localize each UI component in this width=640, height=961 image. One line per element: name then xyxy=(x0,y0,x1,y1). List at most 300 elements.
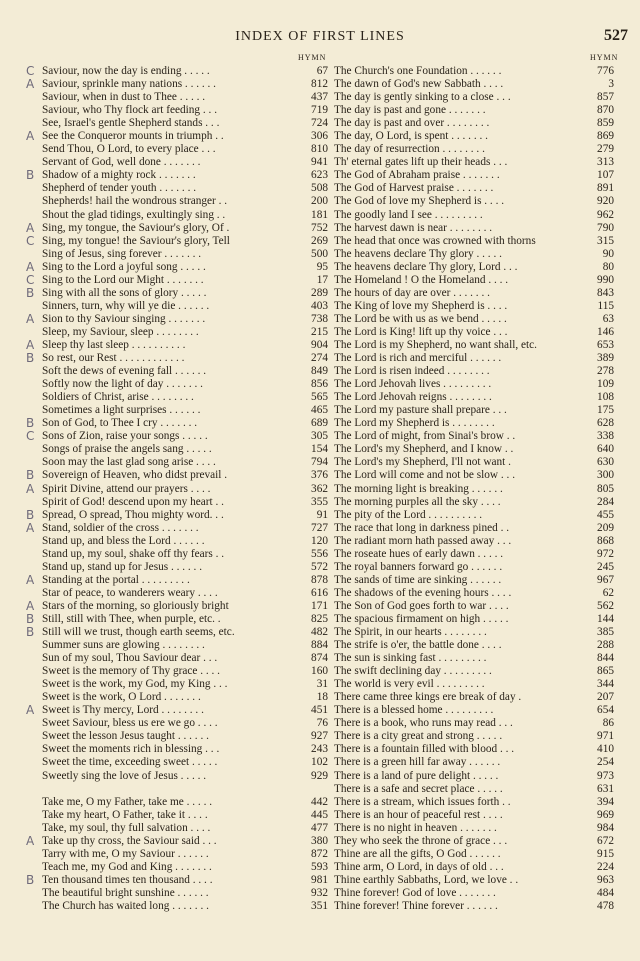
index-entry xyxy=(28,704,328,717)
first-line-text: The God of love my Shepherd is . . . . xyxy=(334,195,505,208)
index-entry xyxy=(28,783,328,796)
index-entry xyxy=(28,430,328,443)
first-line-text: The morning light is breaking . . . . . . xyxy=(334,482,503,495)
hymn-number: 243 xyxy=(311,743,328,756)
first-line-text: Still will we trust, though earth seems, etc. xyxy=(42,626,235,639)
hymn-number: 338 xyxy=(597,430,614,443)
hymn-number: 274 xyxy=(311,352,328,365)
hymn-number: 630 xyxy=(597,456,614,469)
hymn-number: 120 xyxy=(311,534,328,547)
first-line-text: Thine forever! God of love . . . . . . . xyxy=(334,886,496,899)
first-line-text: Sinners, turn, why will ye die . . . . . . xyxy=(42,299,210,312)
index-entry xyxy=(330,404,614,417)
index-entry xyxy=(330,704,614,717)
hymn-number: 63 xyxy=(602,312,614,325)
hymn-number: 727 xyxy=(311,521,328,534)
first-line-text: Star of peace, to wanderers weary . . . . xyxy=(42,586,218,599)
index-entry xyxy=(330,561,614,574)
index-entry xyxy=(330,809,614,822)
first-line-text: Sing, my tongue, the Saviour's glory, Of . xyxy=(42,221,230,234)
hymn-number: 313 xyxy=(597,156,614,169)
index-entry xyxy=(330,574,614,587)
first-line-text: The Lord my Shepherd is . . . . . . . . xyxy=(334,417,495,430)
index-entry xyxy=(28,483,328,496)
hymn-number: 31 xyxy=(316,678,328,691)
first-line-text: The beautiful bright sunshine . . . . . . xyxy=(42,886,209,899)
index-entry xyxy=(28,861,328,874)
margin-mark: B xyxy=(26,625,35,640)
first-line-text: Sleep thy last sleep . . . . . . . . . . xyxy=(42,338,186,351)
index-entry xyxy=(330,796,614,809)
index-entry xyxy=(28,639,328,652)
index-entry xyxy=(28,678,328,691)
margin-mark xyxy=(26,899,38,913)
first-line-text: Sons of Zion, raise your songs . . . . . xyxy=(42,430,208,443)
hymn-number: 508 xyxy=(311,182,328,195)
hymn-number: 984 xyxy=(597,821,614,834)
first-line-text: The Lord is rich and merciful . . . . . . xyxy=(334,352,502,365)
first-line-text: The pity of the Lord . . . . . . . . . . xyxy=(334,508,483,521)
hymn-number: 920 xyxy=(597,195,614,208)
index-entry xyxy=(330,430,614,443)
margin-mark xyxy=(26,729,38,743)
first-line-text: Stand up, my soul, shake off thy fears . . xyxy=(42,547,225,560)
first-line-text: There is an hour of peaceful rest . . . . xyxy=(334,808,503,821)
first-line-text: Sing with all the sons of glory . . . . . xyxy=(42,286,207,299)
first-line-text: Sometimes a light surprises . . . . . . xyxy=(42,404,201,417)
index-entry xyxy=(28,130,328,143)
hymn-number: 915 xyxy=(597,847,614,860)
index-entry xyxy=(28,535,328,548)
index-entry xyxy=(28,235,328,248)
first-line-text: The day is gently sinking to a close . . . xyxy=(334,91,511,104)
hymn-number: 971 xyxy=(597,730,614,743)
hymn-number: 289 xyxy=(311,286,328,299)
hymn-number: 278 xyxy=(597,365,614,378)
first-line-text: Sweet the lesson Jesus taught . . . . . . xyxy=(42,730,209,743)
margin-mark xyxy=(26,769,38,783)
first-line-text: The Lord Jehovah lives . . . . . . . . . xyxy=(334,378,492,391)
hymn-number: 963 xyxy=(597,873,614,886)
margin-mark: C xyxy=(26,233,35,248)
index-entry xyxy=(330,848,614,861)
margin-mark: A xyxy=(26,572,35,587)
margin-mark: A xyxy=(26,129,35,144)
index-entry xyxy=(28,300,328,313)
hymn-number: 385 xyxy=(597,626,614,639)
index-entry xyxy=(330,783,614,796)
index-entry xyxy=(330,287,614,300)
hymn-number: 562 xyxy=(597,599,614,612)
first-line-text: The day is past and over . . . . . . . . xyxy=(334,117,490,130)
index-entry xyxy=(330,91,614,104)
hymn-number: 465 xyxy=(311,404,328,417)
first-line-text: Servant of God, well done . . . . . . . xyxy=(42,156,201,169)
first-line-text: Still, still with Thee, when purple, etc. . xyxy=(42,612,221,625)
first-line-text: Sweet is the memory of Thy grace . . . . xyxy=(42,665,220,678)
hymn-number: 376 xyxy=(311,469,328,482)
index-entry xyxy=(330,261,614,274)
first-line-text: Standing at the portal . . . . . . . . . xyxy=(42,573,190,586)
index-entry xyxy=(330,443,614,456)
index-entry xyxy=(28,104,328,117)
index-entry xyxy=(330,822,614,835)
hymn-number: 306 xyxy=(311,130,328,143)
hymn-number: 389 xyxy=(597,352,614,365)
index-entry xyxy=(330,313,614,326)
hymn-number: 109 xyxy=(597,378,614,391)
first-line-text: The head that once was crowned with thorns xyxy=(334,234,536,247)
page-header xyxy=(0,27,640,47)
first-line-text: See the Conqueror mounts in triumph . . xyxy=(42,130,224,143)
hymn-number: 215 xyxy=(311,325,328,338)
hymn-number: 254 xyxy=(597,756,614,769)
hymn-number: 107 xyxy=(597,169,614,182)
hymn-number: 891 xyxy=(597,182,614,195)
margin-mark xyxy=(26,495,38,509)
hymn-number: 108 xyxy=(597,391,614,404)
hymn-number: 904 xyxy=(311,338,328,351)
hymn-column-label-right: HYMN xyxy=(590,53,619,62)
index-entry xyxy=(28,365,328,378)
first-line-text: Sun of my soul, Thou Saviour dear . . . xyxy=(42,652,218,665)
hymn-number: 200 xyxy=(311,195,328,208)
first-line-text: The swift declining day . . . . . . . . . xyxy=(334,665,492,678)
first-line-text: Teach me, my God and King . . . . . . . xyxy=(42,860,212,873)
margin-mark: A xyxy=(26,220,35,235)
margin-mark: C xyxy=(26,429,35,444)
first-line-text: Saviour, sprinkle many nations . . . . . . xyxy=(42,78,217,91)
index-entry xyxy=(330,887,614,900)
index-entry xyxy=(28,339,328,352)
first-line-text: Sweetly sing the love of Jesus . . . . . xyxy=(42,769,207,782)
hymn-number: 654 xyxy=(597,704,614,717)
hymn-number: 929 xyxy=(311,769,328,782)
index-entry xyxy=(28,313,328,326)
hymn-number: 593 xyxy=(311,860,328,873)
first-line-text: There is a book, who runs may read . . . xyxy=(334,717,513,730)
margin-mark xyxy=(26,534,38,548)
first-line-text: The Lord's my Shepherd, I'll not want . xyxy=(334,456,511,469)
first-line-text: The roseate hues of early dawn . . . . . xyxy=(334,547,504,560)
hymn-number: 941 xyxy=(311,156,328,169)
first-line-text: The spacious firmament on high . . . . . xyxy=(334,612,509,625)
margin-mark: A xyxy=(26,481,35,496)
first-line-text: Take, my soul, thy full salvation . . . . xyxy=(42,821,211,834)
margin-mark: B xyxy=(26,507,35,522)
first-line-text: The Lord my pasture shall prepare . . . xyxy=(334,404,507,417)
index-entry xyxy=(28,574,328,587)
first-line-text: Send Thou, O Lord, to every place . . . xyxy=(42,143,216,156)
margin-mark: C xyxy=(26,64,35,78)
margin-mark xyxy=(26,860,38,874)
first-line-text: There came three kings ere break of day . xyxy=(334,691,522,704)
first-line-text: Softly now the light of day . . . . . . . xyxy=(42,378,203,391)
first-line-text: Ten thousand times ten thousand . . . . xyxy=(42,873,213,886)
hymn-number: 825 xyxy=(311,612,328,625)
margin-mark xyxy=(26,325,38,339)
first-line-text: Take my heart, O Father, take it . . . . xyxy=(42,808,208,821)
first-line-text: Th' eternal gates lift up their heads . . . xyxy=(334,156,508,169)
index-entry xyxy=(28,182,328,195)
hymn-number: 300 xyxy=(597,469,614,482)
hymn-number: 102 xyxy=(311,756,328,769)
hymn-number: 146 xyxy=(597,325,614,338)
first-line-text: Sweet is Thy mercy, Lord . . . . . . . . xyxy=(42,704,204,717)
hymn-number: 90 xyxy=(602,247,614,260)
hymn-number: 857 xyxy=(597,91,614,104)
first-line-text: So rest, our Rest . . . . . . . . . . . . xyxy=(42,352,185,365)
index-entry xyxy=(28,65,328,78)
index-entry xyxy=(28,887,328,900)
margin-mark xyxy=(26,560,38,574)
hymn-number: 812 xyxy=(311,78,328,91)
margin-mark: B xyxy=(26,351,35,366)
index-entry xyxy=(330,248,614,261)
hymn-number: 362 xyxy=(311,482,328,495)
margin-mark xyxy=(26,808,38,822)
hymn-number: 640 xyxy=(597,443,614,456)
hymn-number: 115 xyxy=(597,299,614,312)
index-entry xyxy=(330,469,614,482)
index-entry xyxy=(28,522,328,535)
first-line-text: The Lord's my Shepherd, and I know . . xyxy=(334,443,514,456)
index-entry xyxy=(28,417,328,430)
margin-mark: A xyxy=(26,337,35,352)
first-line-text: The Son of God goes forth to war . . . . xyxy=(334,599,509,612)
hymn-number: 95 xyxy=(316,260,328,273)
margin-mark xyxy=(26,547,38,561)
first-line-text: Sing to the Lord our Might . . . . . . . xyxy=(42,273,204,286)
first-line-text: The God of Harvest praise . . . . . . . xyxy=(334,182,494,195)
first-line-text: The world is very evil . . . . . . . . . xyxy=(334,678,485,691)
hymn-number: 62 xyxy=(602,586,614,599)
first-line-text: Stand up, stand up for Jesus . . . . . . xyxy=(42,560,203,573)
margin-mark xyxy=(26,795,38,809)
index-entry xyxy=(28,809,328,822)
hymn-number: 794 xyxy=(311,456,328,469)
hymn-number: 972 xyxy=(597,547,614,560)
index-entry xyxy=(330,652,614,665)
margin-mark xyxy=(26,716,38,730)
first-line-text: There is a blessed home . . . . . . . . . xyxy=(334,704,494,717)
index-entry xyxy=(28,561,328,574)
first-line-text: The radiant morn hath passed away . . . xyxy=(334,534,512,547)
first-line-text: Sing, my tongue! the Saviour's glory, Tell xyxy=(42,234,230,247)
first-line-text: Tarry with me, O my Saviour . . . . . . xyxy=(42,847,209,860)
index-entry xyxy=(330,665,614,678)
index-entry xyxy=(28,496,328,509)
margin-mark: B xyxy=(26,872,35,887)
index-entry xyxy=(28,352,328,365)
index-entry xyxy=(330,861,614,874)
index-entry xyxy=(330,770,614,783)
index-entry xyxy=(28,548,328,561)
first-line-text: The day, O Lord, is spent . . . . . . . xyxy=(334,130,488,143)
index-entry xyxy=(330,339,614,352)
first-line-text: Shadow of a mighty rock . . . . . . . xyxy=(42,169,196,182)
index-entry xyxy=(330,104,614,117)
margin-mark xyxy=(26,586,38,600)
hymn-number: 872 xyxy=(311,847,328,860)
index-entry xyxy=(28,665,328,678)
hymn-number: 973 xyxy=(597,769,614,782)
first-line-text: The royal banners forward go . . . . . . xyxy=(334,560,503,573)
hymn-number: 962 xyxy=(597,208,614,221)
index-entry xyxy=(330,548,614,561)
first-line-text: The Lord is my Shepherd, no want shall, etc. xyxy=(334,338,537,351)
first-line-text: Soon may the last glad song arise . . . . xyxy=(42,456,216,469)
index-entry xyxy=(28,900,328,913)
hymn-number: 878 xyxy=(311,573,328,586)
hymn-number: 969 xyxy=(597,808,614,821)
first-line-text: Thine arm, O Lord, in days of old . . . xyxy=(334,860,504,873)
index-entry xyxy=(330,274,614,287)
index-entry xyxy=(28,835,328,848)
first-line-text: The day of resurrection . . . . . . . . xyxy=(334,143,485,156)
first-line-text: The morning purples all the sky . . . . xyxy=(334,495,501,508)
hymn-number: 269 xyxy=(311,234,328,247)
index-entry xyxy=(330,378,614,391)
first-line-text: The Lord of might, from Sinai's brow . . xyxy=(334,430,516,443)
hymn-number: 394 xyxy=(597,795,614,808)
margin-mark: A xyxy=(26,703,35,718)
hymn-number: 805 xyxy=(597,482,614,495)
first-line-text: The heavens declare Thy glory . . . . . xyxy=(334,247,502,260)
hymn-number: 245 xyxy=(597,560,614,573)
first-line-text: Spirit Divine, attend our prayers . . . . xyxy=(42,482,211,495)
hymn-number: 437 xyxy=(311,91,328,104)
hymn-number: 724 xyxy=(311,117,328,130)
index-entry xyxy=(28,509,328,522)
hymn-number: 500 xyxy=(311,247,328,260)
index-entry xyxy=(330,496,614,509)
first-line-text: They who seek the throne of grace . . . xyxy=(334,834,508,847)
margin-mark xyxy=(26,638,38,652)
index-entry xyxy=(330,678,614,691)
hymn-column-label-left: HYMN xyxy=(298,53,327,62)
first-line-text: Soldiers of Christ, arise . . . . . . . . xyxy=(42,391,194,404)
hymn-number: 171 xyxy=(311,599,328,612)
index-entry xyxy=(330,222,614,235)
first-line-text: Sweet the time, exceeding sweet . . . . . xyxy=(42,756,218,769)
first-line-text: The heavens declare Thy glory, Lord . . . xyxy=(334,260,518,273)
hymn-number: 672 xyxy=(597,834,614,847)
index-entry xyxy=(28,222,328,235)
hymn-number: 859 xyxy=(597,117,614,130)
hymn-number: 865 xyxy=(597,665,614,678)
margin-mark xyxy=(26,742,38,756)
index-entry xyxy=(28,91,328,104)
page-title: INDEX OF FIRST LINES xyxy=(235,29,405,44)
first-line-text: Shepherd of tender youth . . . . . . . xyxy=(42,182,197,195)
margin-mark xyxy=(26,455,38,469)
hymn-number: 91 xyxy=(316,508,328,521)
margin-mark: A xyxy=(26,598,35,613)
index-entry xyxy=(28,404,328,417)
first-line-text: Sleep, my Saviour, sleep . . . . . . . . xyxy=(42,325,199,338)
hymn-number: 572 xyxy=(311,560,328,573)
first-line-text: There is a green hill far away . . . . . . xyxy=(334,756,501,769)
first-line-text: The race that long in darkness pined . . xyxy=(334,521,510,534)
hymn-number: 160 xyxy=(311,665,328,678)
index-entry xyxy=(330,483,614,496)
first-line-text: Spirit of God! descend upon my heart . . xyxy=(42,495,224,508)
hymn-number: 478 xyxy=(597,900,614,912)
index-entry xyxy=(28,156,328,169)
first-line-text: The goodly land I see . . . . . . . . . xyxy=(334,208,483,221)
index-entry xyxy=(28,248,328,261)
hymn-number: 623 xyxy=(311,169,328,182)
first-line-text: See, Israel's gentle Shepherd stands . . . xyxy=(42,117,220,130)
index-entry xyxy=(28,822,328,835)
first-line-text: Sion to thy Saviour singing . . . . . . . xyxy=(42,312,206,325)
hymn-number: 868 xyxy=(597,534,614,547)
index-entry xyxy=(330,143,614,156)
index-entry xyxy=(330,456,614,469)
hymn-number: 207 xyxy=(597,691,614,704)
hymn-number: 981 xyxy=(311,873,328,886)
hymn-number: 874 xyxy=(311,652,328,665)
index-entry xyxy=(28,261,328,274)
hymn-number: 455 xyxy=(597,508,614,521)
hymn-number: 477 xyxy=(311,821,328,834)
first-line-text: The Church has waited long . . . . . . . xyxy=(42,900,209,912)
index-entry xyxy=(330,117,614,130)
margin-mark xyxy=(26,194,38,208)
first-line-text: Saviour, now the day is ending . . . . . xyxy=(42,65,210,77)
hymn-number: 927 xyxy=(311,730,328,743)
hymn-number: 752 xyxy=(311,221,328,234)
hymn-number: 305 xyxy=(311,430,328,443)
margin-mark xyxy=(26,677,38,691)
index-entry xyxy=(330,613,614,626)
index-entry xyxy=(28,143,328,156)
index-entry xyxy=(28,848,328,861)
first-line-text: Take up thy cross, the Saviour said . . . xyxy=(42,834,217,847)
first-line-text: Stand up, and bless the Lord . . . . . . xyxy=(42,534,205,547)
index-entry xyxy=(330,78,614,91)
first-line-text: Spread, O spread, Thou mighty word. . . xyxy=(42,508,224,521)
index-entry xyxy=(330,730,614,743)
margin-mark: A xyxy=(26,77,35,92)
margin-mark xyxy=(26,103,38,117)
index-entry xyxy=(330,352,614,365)
margin-mark xyxy=(26,299,38,313)
hymn-number: 144 xyxy=(597,612,614,625)
first-line-text: Stars of the morning, so gloriously bright xyxy=(42,599,229,612)
hymn-number: 870 xyxy=(597,104,614,117)
first-line-text: Saviour, who Thy flock art feeding . . . xyxy=(42,104,218,117)
first-line-text: The Lord be with us as we bend . . . . . xyxy=(334,312,507,325)
index-entry xyxy=(330,522,614,535)
hymn-number: 17 xyxy=(316,273,328,286)
hymn-number: 445 xyxy=(311,808,328,821)
index-entry xyxy=(330,195,614,208)
index-entry xyxy=(28,469,328,482)
page-number: 527 xyxy=(604,27,628,44)
margin-mark xyxy=(26,116,38,130)
hymn-number: 351 xyxy=(311,900,328,912)
first-line-text: Shout the glad tidings, exultingly sing . . xyxy=(42,208,226,221)
index-entry xyxy=(28,456,328,469)
first-line-text: The dawn of God's new Sabbath . . . . xyxy=(334,78,504,91)
margin-mark xyxy=(26,755,38,769)
hymn-number: 484 xyxy=(597,886,614,899)
index-entry xyxy=(28,770,328,783)
hymn-number: 344 xyxy=(597,678,614,691)
index-entry xyxy=(28,287,328,300)
